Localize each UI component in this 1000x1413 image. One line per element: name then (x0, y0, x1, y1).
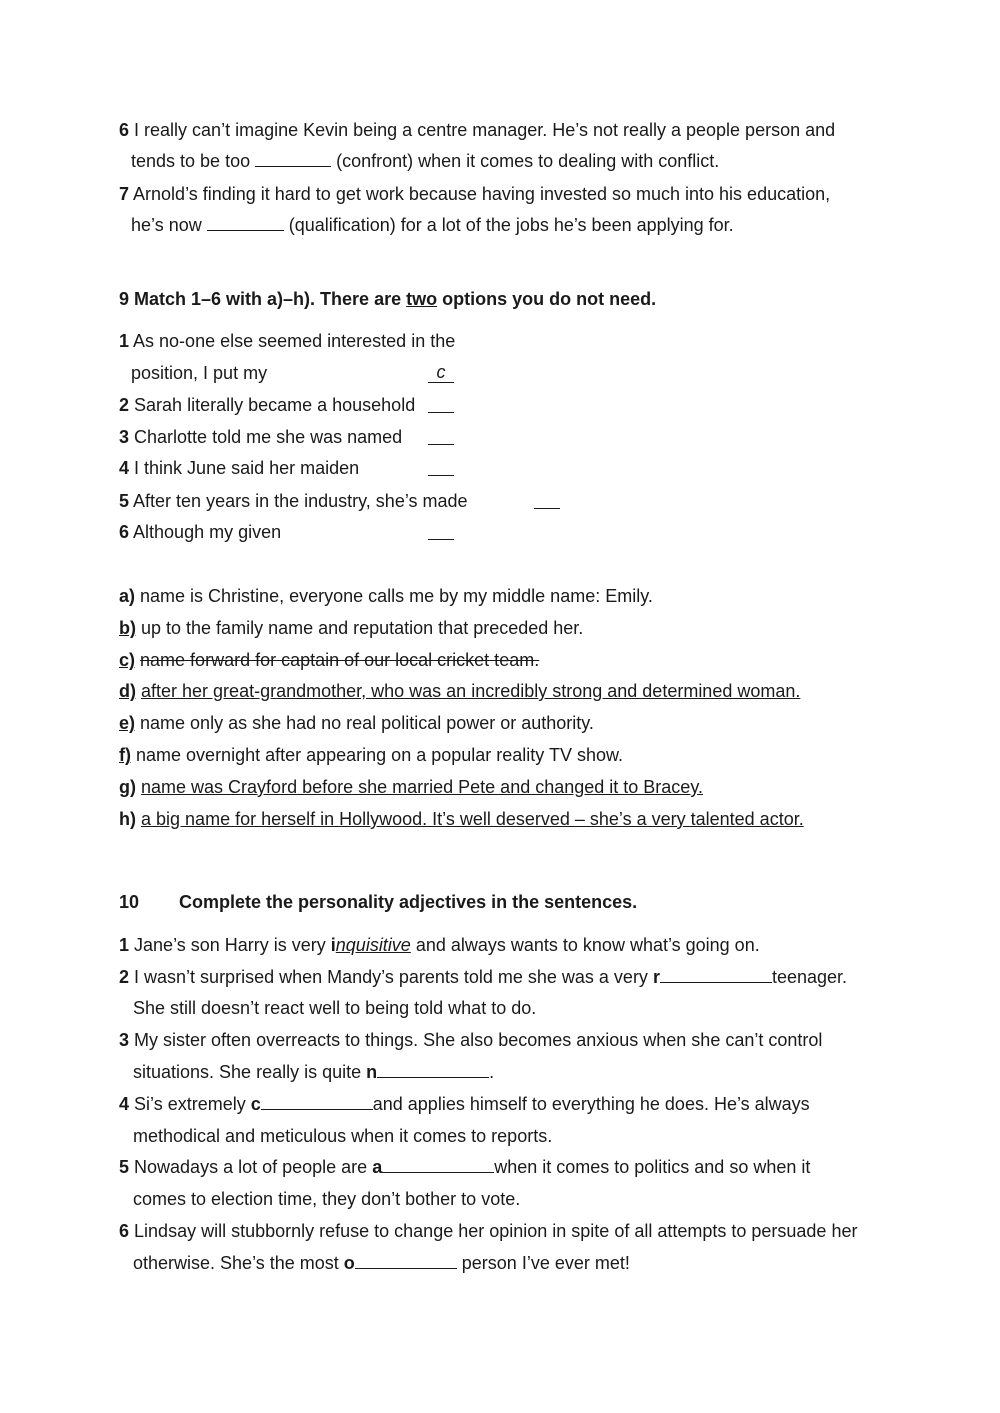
ex9-item-1: 1 As no-one else seemed interested in the (119, 331, 456, 351)
ex9-item-5: 5 After ten years in the industry, she’s made (119, 491, 468, 511)
ex9-item-1-cont: position, I put my (131, 363, 268, 383)
ex10-item-4-cont: methodical and meticulous when it comes to reports. (133, 1126, 553, 1146)
ex9-answer-4[interactable] (428, 457, 454, 476)
ex10-number: 10 (119, 892, 140, 912)
ex10-item-6: 6 Lindsay will stubbornly refuse to change her opinion in spite of all attempts to persuade her (119, 1221, 858, 1241)
ex9-item-4: 4 I think June said her maiden (119, 458, 360, 478)
ex8-item-6-cont: tends to be too (confront) when it comes to dealing with conflict. (131, 151, 720, 171)
answer-blank[interactable] (355, 1252, 457, 1269)
ex9-item-6: 6 Although my given (119, 522, 282, 542)
ex9-option-h: h) a big name for herself in Hollywood. It’s well deserved – she’s a very talented actor. (119, 809, 804, 829)
answer-blank[interactable] (261, 1093, 373, 1110)
ex10-item-2: 2 I wasn’t surprised when Mandy’s parents told me she was a very r teenager. (119, 967, 848, 987)
ex8-item-7: 7 Arnold’s finding it hard to get work because having invested so much into his education, (119, 184, 831, 204)
ex10-item-5-cont: comes to election time, they don’t bother to vote. (133, 1189, 521, 1209)
answer-blank[interactable] (207, 214, 284, 231)
ex9-option-g: g) name was Crayford before she married Pete and changed it to Bracey. (119, 777, 703, 797)
answer-blank[interactable] (377, 1061, 489, 1078)
ex9-option-c: c) name forward for captain of our local cricket team. (119, 650, 540, 670)
ex9-option-b: b) up to the family name and reputation that preceded her. (119, 618, 584, 638)
answer-blank[interactable] (660, 966, 772, 983)
ex9-answer-3[interactable] (428, 426, 454, 445)
ex9-option-d: d) after her great-grandmother, who was an incredibly strong and determined woman. (119, 681, 801, 701)
ex8-item-6: 6 I really can’t imagine Kevin being a centre manager. He’s not really a people person and (119, 120, 836, 140)
ex9-item-2: 2 Sarah literally became a household (119, 395, 416, 415)
ex10-item-5: 5 Nowadays a lot of people are a when it comes to politics and so when it (119, 1157, 811, 1177)
answer-blank[interactable] (382, 1156, 494, 1173)
ex10-heading: Complete the personality adjectives in the sentences. (179, 892, 638, 912)
ex9-option-f: f) name overnight after appearing on a popular reality TV show. (119, 745, 623, 765)
ex10-item-3-cont: situations. She really is quite n . (133, 1062, 495, 1082)
ex10-item-1: 1 Jane’s son Harry is very inquisitive and always wants to know what’s going on. (119, 935, 760, 955)
ex10-item-3: 3 My sister often overreacts to things. She also becomes anxious when she can’t control (119, 1030, 823, 1050)
ex9-item-3: 3 Charlotte told me she was named (119, 427, 403, 447)
ex9-answer-5[interactable] (534, 490, 560, 509)
ex9-answer-6[interactable] (428, 521, 454, 540)
ex10-item-6-cont: otherwise. She’s the most o person I’ve ever met! (133, 1253, 630, 1273)
ex10-item-4: 4 Si’s extremely c and applies himself to everything he does. He’s always (119, 1094, 810, 1114)
ex10-item-2-cont: She still doesn’t react well to being told what to do. (133, 998, 537, 1018)
ex9-answer-1[interactable]: c (428, 362, 454, 383)
ex8-item-7-cont: he’s now (qualification) for a lot of the jobs he’s been applying for. (131, 215, 734, 235)
ex9-heading: 9 Match 1–6 with a)–h). There are two options you do not need. (119, 289, 657, 309)
ex9-answer-2[interactable] (428, 394, 454, 413)
ex9-option-e: e) name only as she had no real political power or authority. (119, 713, 594, 733)
answer-blank[interactable] (255, 150, 331, 167)
ex9-option-a: a) name is Christine, everyone calls me by my middle name: Emily. (119, 586, 653, 606)
